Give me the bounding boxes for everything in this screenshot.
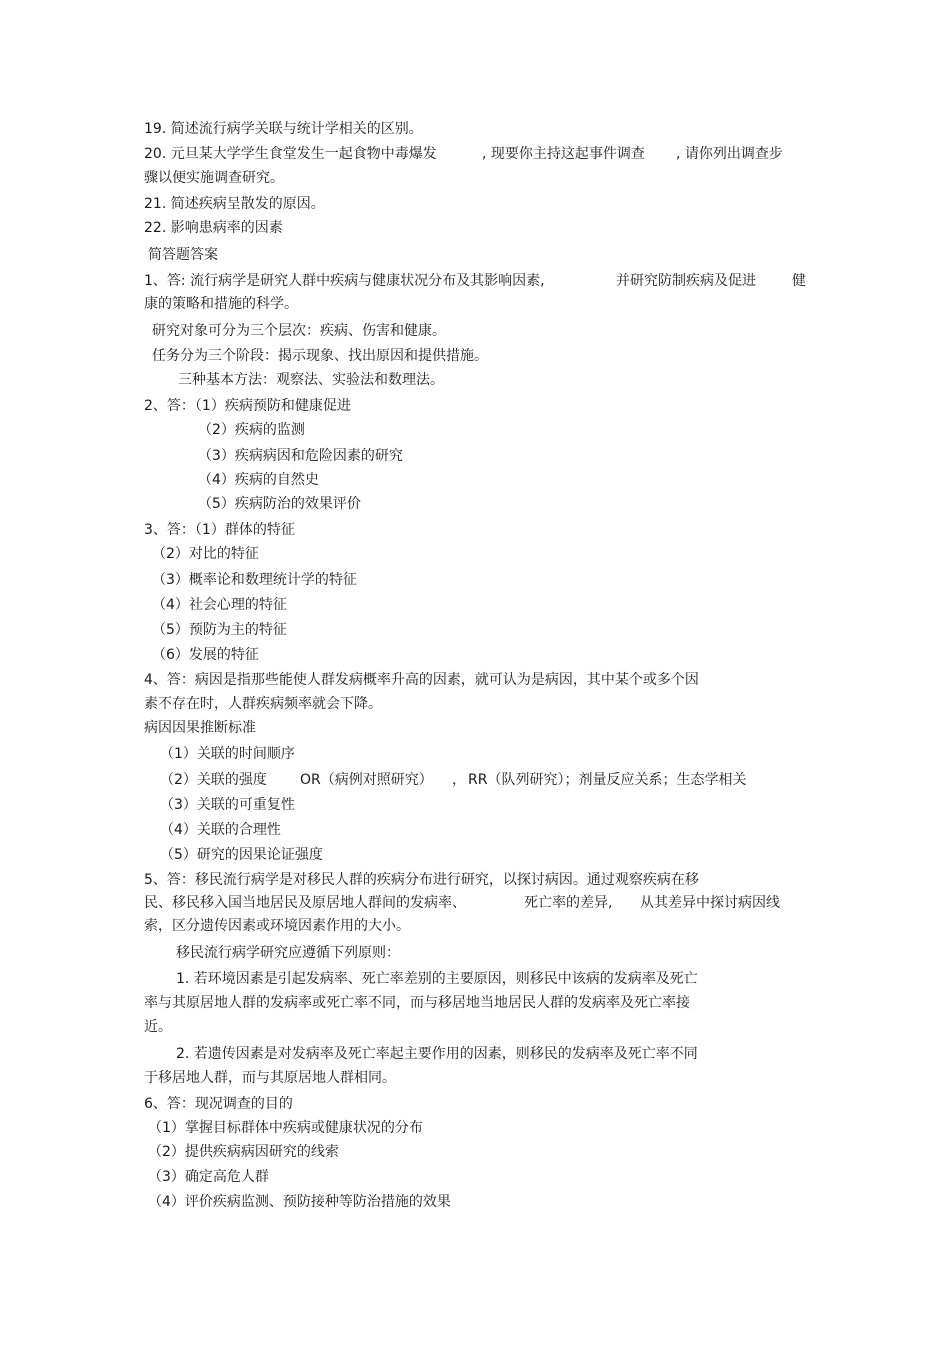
answer-6-item-2: （2）提供疾病病因研究的线索 <box>148 1144 339 1160</box>
answer-3-item-2: （2）对比的特征 <box>152 546 259 562</box>
answer-3-item-3: （3）概率论和数理统计学的特征 <box>152 572 357 588</box>
answer-6-item-4: （4）评价疾病监测、预防接种等防治措施的效果 <box>148 1194 451 1210</box>
answer-5-line-1: 5、答：移民流行病学是对移民人群的疾病分布进行研究，以探讨病因。通过观察疾病在移 <box>144 872 699 888</box>
answer-5-line-2 <box>144 894 794 912</box>
answer-3-item-5: （5）预防为主的特征 <box>152 622 287 638</box>
question-22: 22. 影响患病率的因素 <box>144 220 283 236</box>
answer-5-line-2-part-1: 民、移民移入国当地居民及原居地人群间的发病率、 <box>144 895 466 911</box>
principle-2-line-2: 于移居地人群，而与其原居地人群相同。 <box>144 1070 396 1086</box>
principle-1-line-2: 率与其原居地人群的发病率或死亡率不同，而与移居地当地居民人群的发病率及死亡率接 <box>144 995 690 1011</box>
answer-2-item-4: （4）疾病的自然史 <box>198 472 319 488</box>
causal-criteria-heading: 病因因果推断标准 <box>144 720 256 736</box>
migrant-principles-heading: 移民流行病学研究应遵循下列原则： <box>176 945 400 961</box>
answer-1-line-2: 康的策略和措施的科学。 <box>144 296 298 312</box>
answer-3-item-4: （4）社会心理的特征 <box>152 597 287 613</box>
principle-1-line-3: 近。 <box>144 1019 172 1035</box>
answer-4-line-1: 4、答：病因是指那些能使人群发病概率升高的因素，就可认为是病因，其中某个或多个因 <box>144 672 699 688</box>
causal-criterion-2 <box>160 771 790 789</box>
question-20-part-1: 20. 元旦某大学学生食堂发生一起食物中毒爆发 <box>144 146 437 162</box>
answer-2-item-3: （3）疾病病因和危险因素的研究 <box>198 448 403 464</box>
answer-2-item-1: 2、答：（1）疾病预防和健康促进 <box>144 398 351 414</box>
causal-criterion-2-part-4: RR（队列研究）；剂量反应关系；生态学相关 <box>468 772 747 788</box>
answer-1-line-1 <box>144 272 814 290</box>
causal-criterion-4: （4）关联的合理性 <box>160 822 281 838</box>
answer-5-line-2-part-2: 死亡率的差异, <box>524 895 613 911</box>
answer-5-line-2-part-3: 从其差异中探讨病因线 <box>640 895 780 911</box>
answer-1-part-2: 并研究防制疾病及促进 <box>616 273 756 289</box>
causal-criterion-5: （5）研究的因果论证强度 <box>160 847 323 863</box>
answer-1-tasks: 任务分为三个阶段：揭示现象、找出原因和提供措施。 <box>152 348 488 364</box>
question-21: 21. 简述疾病呈散发的原因。 <box>144 196 325 212</box>
answer-3-item-1: 3、答：（1）群体的特征 <box>144 522 295 538</box>
question-20 <box>144 145 804 163</box>
answer-5-line-3: 索，区分遗传因素或环境因素作用的大小。 <box>144 918 410 934</box>
answer-6-item-1: （1）掌握目标群体中疾病或健康状况的分布 <box>148 1120 423 1136</box>
question-20-part-3: , 请你列出调查步 <box>676 146 783 162</box>
answers-heading: 简答题答案 <box>148 247 218 263</box>
answer-3-item-6: （6）发展的特征 <box>152 647 259 663</box>
question-20-part-2: , 现要你主持这起事件调查 <box>482 146 645 162</box>
answer-2-item-5: （5）疾病防治的效果评价 <box>198 496 361 512</box>
causal-criterion-2-part-1: （2）关联的强度 <box>160 772 267 788</box>
causal-criterion-3: （3）关联的可重复性 <box>160 797 295 813</box>
answer-6-heading: 6、答：现况调查的目的 <box>144 1096 293 1112</box>
causal-criterion-2-part-3: ， <box>452 772 466 788</box>
causal-criterion-2-part-2: OR（病例对照研究） <box>300 772 433 788</box>
question-20-continued: 骤以便实施调查研究。 <box>144 170 284 186</box>
answer-2-item-2: （2）疾病的监测 <box>198 422 305 438</box>
answer-6-item-3: （3）确定高危人群 <box>148 1169 269 1185</box>
answer-4-line-2: 素不存在时，人群疾病频率就会下降。 <box>144 696 382 712</box>
question-19: 19. 简述流行病学关联与统计学相关的区别。 <box>144 121 423 137</box>
answer-1-research-objects: 研究对象可分为三个层次：疾病、伤害和健康。 <box>152 323 446 339</box>
principle-1-line-1: 1. 若环境因素是引起发病率、死亡率差别的主要原因，则移民中该病的发病率及死亡 <box>176 971 698 987</box>
causal-criterion-1: （1）关联的时间顺序 <box>160 746 295 762</box>
answer-1-methods: 三种基本方法：观察法、实验法和数理法。 <box>178 372 444 388</box>
principle-2-line-1: 2. 若遗传因素是对发病率及死亡率起主要作用的因素，则移民的发病率及死亡率不同 <box>176 1046 698 1062</box>
answer-1-part-1: 1、答: 流行病学是研究人群中疾病与健康状况分布及其影响因素, <box>144 273 545 289</box>
answer-1-part-3: 健 <box>792 273 806 289</box>
